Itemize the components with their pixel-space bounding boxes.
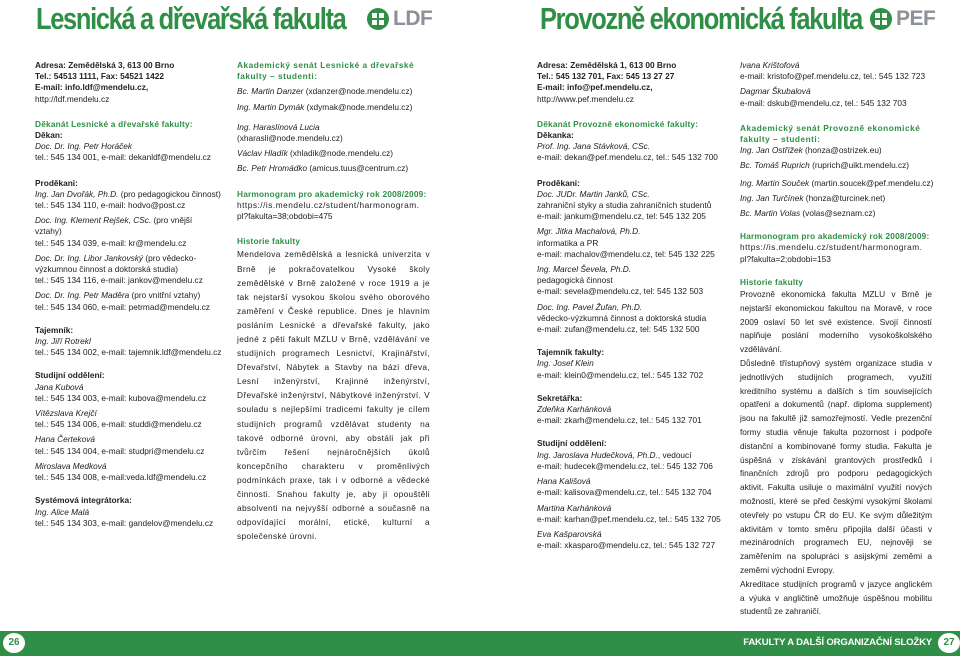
ldf-study-1-name: Jana Kubová [35, 381, 84, 392]
pef-history-paragraph-3: Akreditace studijních programů v jazyce anglickém a výuka v angličtině umožňuje úspěšnou mobilitu studentů ze zahraničí. [740, 578, 932, 617]
pef-vice-dean-2-role: informatika a PR [537, 237, 599, 248]
pef-vice-dean-3-name: Ing. Marcel Ševela, Ph.D. [537, 264, 632, 275]
ldf-study-3-name: Hana Čerteková [35, 434, 95, 445]
pef-secretary-heading: Tajemník fakulty: [537, 347, 605, 358]
pef-study-2-contact: e-mail: kalisova@mendelu.cz, tel.: 545 132 704 [537, 487, 712, 498]
ldf-vice-dean-2-role: vztahy) [35, 226, 62, 237]
pef-study-3-contact: e-mail: karhan@pef.mendelu.cz, tel.: 545 132 705 [537, 513, 721, 524]
ldf-email: E-mail: info.ldf@mendelu.cz, [35, 82, 149, 93]
pef-study-4-contact: e-mail: xkasparo@mendelu.cz, tel.: 545 132 727 [537, 540, 716, 551]
pef-vice-dean-2-name: Mgr. Jitka Machalová, Ph.D. [537, 226, 641, 237]
pef-secretary-name: Ing. Josef Klein [537, 358, 594, 369]
pef-contact-2-info: e-mail: dskub@mendelu.cz, tel.: 545 132 703 [740, 97, 907, 108]
ldf-senator-2: Ing. Martin Dymák (xdymak@node.mendelu.cz) [237, 101, 413, 112]
pef-senate-heading: Akademický senát Provozně ekonomické [740, 122, 921, 133]
pef-senator-4: Ing. Jan Turčínek (honza@turcinek.net) [740, 192, 886, 203]
page-number-left: 26 [3, 633, 25, 653]
ldf-senate-heading: Akademický senát Lesnické a dřevařské [237, 60, 415, 70]
ldf-study-2-contact: tel.: 545 134 006, e-mail: studdi@mendelu.cz [35, 419, 202, 430]
page-number-right: 27 [938, 633, 960, 653]
ldf-vice-dean-3-contact: tel.: 545 134 116, e-mail: jankov@mendelu.cz [35, 275, 203, 286]
ldf-schedule-heading: Harmonogram pro akademický rok 2008/2009: [237, 188, 427, 199]
pef-vice-dean-1-contact: e-mail: jankum@mendelu.cz, tel: 545 132 205 [537, 211, 706, 222]
ldf-study-4-contact: tel.: 545 134 008, e-mail:veda.ldf@mendelu.cz [35, 472, 207, 483]
pef-vice-dean-3-role: pedagogická činnost [537, 275, 613, 286]
ldf-integrator-heading: Systémová integrátorka: [35, 495, 132, 506]
ldf-senate-heading-2: fakulty – studenti: [237, 71, 318, 82]
ldf-website-link[interactable]: http://ldf.mendelu.cz [35, 93, 110, 104]
pef-logo [870, 8, 935, 30]
pef-dean-contact: e-mail: dekan@pef.mendelu.cz, tel.: 545 132 700 [537, 152, 718, 163]
pef-dean-office-heading: Děkanát Provozně ekonomické fakulty: [537, 118, 699, 129]
ldf-senator-5: Bc. Petr Hromádko (amicus.tuus@centrum.cz) [237, 163, 409, 174]
pef-vice-dean-1-name: Doc. JUDr. Martin Janků, CSc. [537, 188, 650, 199]
pef-senate-history-column [740, 60, 932, 619]
pef-schedule-link[interactable]: https://is.mendelu.cz/student/harmonogram. [740, 242, 923, 253]
pef-vice-dean-2-contact: e-mail: machalov@mendelu.cz, tel: 545 132 225 [537, 248, 715, 259]
ldf-contacts-column [35, 60, 225, 529]
ldf-schedule-link-2[interactable]: pl?fakulta=38;obdobi=475 [237, 211, 333, 222]
pef-contacts-column [537, 60, 735, 551]
pef-study-1-contact: e-mail: hudecek@mendelu.cz, tel.: 545 132 706 [537, 460, 713, 471]
pef-study-3-name: Martina Karhánková [537, 502, 612, 513]
ldf-study-3-contact: tel.: 545 134 004, e-mail: studpri@mendelu.cz [35, 445, 205, 456]
footer-section-label: FAKULTY A DALŠÍ ORGANIZAČNÍ SLOŽKY [743, 637, 932, 648]
pef-senate-heading-2: fakulty – studenti: [740, 134, 821, 145]
ldf-address: Adresa: Zemědělská 3, 613 00 Brno [35, 60, 175, 70]
pef-dean-name: Prof. Ing. Jana Stávková, CSc. [537, 141, 650, 152]
pef-emblem-icon [870, 8, 892, 30]
ldf-integrator-contact: tel.: 545 134 303, e-mail: gandelov@mendelu.cz [35, 517, 214, 528]
pef-senator-2: Bc. Tomáš Ruprich (ruprich@uikt.mendelu.cz) [740, 160, 910, 171]
pef-senator-3: Ing. Martin Souček (martin.soucek@pef.mendelu.cz) [740, 177, 934, 188]
pef-clerk-name: Zdeňka Karhánková [537, 404, 612, 415]
ldf-vice-dean-2-contact: tel.: 545 134 039, e-mail: kr@mendelu.cz [35, 237, 187, 248]
ldf-senator-4: Václav Hladík (xhladik@node.mendelu.cz) [237, 148, 394, 159]
ldf-senator-3-mail: (xharasli@node.mendelu.cz) [237, 133, 343, 144]
ldf-vice-dean-3: Doc. Dr. Ing. Libor Jankovský (pro vědecko- [35, 252, 197, 263]
pef-vice-deans-heading: Proděkani: [537, 177, 580, 188]
pef-vice-dean-4-role: vědecko-výzkumná činnost a doktorská studia [537, 312, 707, 323]
pef-vice-dean-1-role: zahraniční styky a studia zahraničních studentů [537, 200, 712, 211]
ldf-study-1-contact: tel.: 545 134 003, e-mail: kubova@mendelu.cz [35, 392, 207, 403]
pef-history-paragraph-1: Provozně ekonomická fakulta MZLU v Brně je nejstarší ekonomickou fakultou na Moravě, v roce 2009 oslaví 50 let své existence. Svojí činností naplňuje poslání moderního vysokoškolského vzdělávání. [740, 289, 932, 355]
ldf-vice-dean-4-contact: tel.: 545 134 060, e-mail: petrmad@mendelu.cz [35, 301, 210, 312]
ldf-dean-heading: Děkan: [35, 130, 63, 141]
ldf-history-heading: Historie fakulty [237, 236, 301, 247]
pef-contact-1-info: e-mail: kristofo@pef.mendelu.cz, tel.: 545 132 723 [740, 71, 926, 82]
ldf-secretary-name: Ing. Jiří Rotrekl [35, 336, 91, 347]
pef-vice-dean-4-contact: e-mail: zufan@mendelu.cz, tel: 545 132 500 [537, 324, 700, 335]
pef-contact-1-name: Ivana Krištofová [740, 60, 800, 70]
pef-schedule-link-2[interactable]: pl?fakulta=2;obdobi=153 [740, 253, 831, 264]
ldf-study-dept-heading: Studijní oddělení: [35, 370, 105, 381]
ldf-vice-deans-heading: Proděkani: [35, 177, 78, 188]
pef-clerk-contact: e-mail: zkarh@mendelu.cz, tel.: 545 132 701 [537, 415, 702, 426]
pef-study-dept-heading: Studijní oddělení: [537, 438, 607, 449]
ldf-integrator-name: Ing. Alice Malá [35, 506, 90, 517]
ldf-history-text: Mendelova zemědělská a lesnická univerzita v Brně je pokračovatelkou Vysoké školy zemědělské v Brně založené v roce 1919 a je tak nejstarší vysokou školou svého oborového zaměření v České republice. Dnes je hlavním posláním Lesnické a dřevařské fakulty, jako jedné z pěti fakult MZLU v Brně, vzdělávání ve studijních programech Lesnictví, Krajinářství, Dřevařství, Nábytek a Stavby na bázi dřeva, Lesní inženýrství, Krajinné inženýrství, Dřevařské inženýrství, Nábytkové inženýrství. V souladu s nejlepšími tradicemi fakulty je cílem studijních programů vzdělávat studenty na takové odborné úrovni, aby obstáli jak při tvůrčím řešení nejnáročnějších úkolů koncepčního charakteru v proměnlivých podmínkách praxe, tak i v odborné a vědecké činnosti. Snahou fakulty je, aby ji opouštěli absolventi na nejvyšší odborné a současně na odpovídající morální, etické, kulturní a společenské úrovni. [237, 249, 430, 542]
pef-history-heading: Historie fakulty [740, 276, 804, 287]
ldf-vice-dean-2: Doc. Ing. Klement Rejšek, CSc. (pro vnější [35, 215, 193, 226]
pef-address: Adresa: Zemědělská 1, 613 00 Brno [537, 60, 677, 70]
ldf-logo [367, 8, 432, 30]
pef-contact-2-name: Dagmar Škubalová [740, 86, 811, 97]
pef-study-4-name: Eva Kašparovská [537, 528, 602, 539]
ldf-senator-3-name: Ing. Haraslínová Lucia [237, 121, 320, 132]
pef-study-1: Ing. Jaroslava Hudečková, Ph.D., vedoucí [537, 449, 692, 460]
ldf-study-2-name: Vítězslava Krejčí [35, 408, 97, 419]
pef-senator-5: Bc. Martin Volas (volas@seznam.cz) [740, 208, 876, 219]
pef-clerk-heading: Sekretářka: [537, 392, 583, 403]
ldf-dean-office-heading: Děkanát Lesnické a dřevařské fakulty: [35, 118, 193, 129]
ldf-senator-1: Bc. Martin Danzer (xdanzer@node.mendelu.cz) [237, 86, 413, 97]
ldf-emblem-icon [367, 8, 389, 30]
left-faculty-title: Lesnická a dřevařská fakulta [36, 1, 346, 36]
ldf-dean-contact: tel.: 545 134 001, e-mail: dekanldf@mendelu.cz [35, 152, 211, 163]
ldf-vice-dean-4: Doc. Dr. Ing. Petr Maděra (pro vnitřní vztahy) [35, 290, 201, 301]
ldf-secretary-contact: tel.: 545 134 002, e-mail: tajemnik.ldf@mendelu.cz [35, 347, 222, 358]
pef-schedule-heading: Harmonogram pro akademický rok 2008/2009: [740, 231, 930, 242]
ldf-senate-history-column [237, 60, 430, 543]
pef-vice-dean-3-contact: e-mail: sevela@mendelu.cz, tel: 545 132 503 [537, 286, 704, 297]
pef-dean-heading: Děkanka: [537, 130, 574, 141]
pef-senator-1: Ing. Jan Ostřížek (honza@ostrizek.eu) [740, 145, 882, 156]
ldf-vice-dean-1: Ing. Jan Dvořák, Ph.D. (pro pedagogickou činnost) [35, 188, 221, 199]
pef-study-2-name: Hana Kališová [537, 476, 591, 487]
pef-history-paragraph-2: Důsledně třístupňový systém organizace studia v jednotlivých studijních programech, využití kreditního systému a dalších s tím souvisejících opatření a dokumentů (např. diploma supplement) jsou na fakultě již samozřejmostí. Vedle prezenční formy studia věnuje fakulta pozornost i podpoře distanční a kombinované formy studia. Fakulta je úspěšná v získávání grantových prostředků i finančních zdrojů pro podporu pedagogických aktivit. Fakulta usiluje o maximální využití nových možností, které se před českými vysokými školami otevřely po vstupu ČR do EU. Ke svým důležitým aktivitám v tomto směru připojila další účasti v mezinárodních programech EU, nejnověji se zaměřením na spolupráci s asijskými zeměmi a zeměmi východní Evropy. [740, 358, 932, 575]
right-faculty-title: Provozně ekonomická fakulta [540, 1, 862, 36]
pef-email: E-mail: info@pef.mendelu.cz, [537, 82, 653, 93]
pef-secretary-contact: e-mail: klein0@mendelu.cz, tel.: 545 132 702 [537, 369, 704, 380]
ldf-vice-dean-3-role: výzkumnou činnost a doktorská studia) [35, 264, 178, 275]
ldf-phone: Tel.: 54513 1111, Fax: 54521 1422 [35, 71, 165, 82]
pef-vice-dean-4-name: Doc. Ing. Pavel Žufan, Ph.D. [537, 301, 643, 312]
ldf-dean-name: Doc. Dr. Ing. Petr Horáček [35, 141, 132, 152]
ldf-secretary-heading: Tajemník: [35, 324, 74, 335]
ldf-study-4-name: Miroslava Medková [35, 460, 107, 471]
ldf-vice-dean-1-contact: tel.: 545 134 110, e-mail: hodvo@post.cz [35, 200, 186, 211]
ldf-logo-text: LDF [393, 7, 433, 30]
pef-phone: Tel.: 545 132 701, Fax: 545 13 27 27 [537, 71, 675, 82]
pef-website-link[interactable]: http://www.pef.mendelu.cz [537, 93, 634, 104]
ldf-schedule-link[interactable]: https://is.mendelu.cz/student/harmonogram. [237, 199, 420, 210]
pef-logo-text: PEF [896, 7, 936, 30]
